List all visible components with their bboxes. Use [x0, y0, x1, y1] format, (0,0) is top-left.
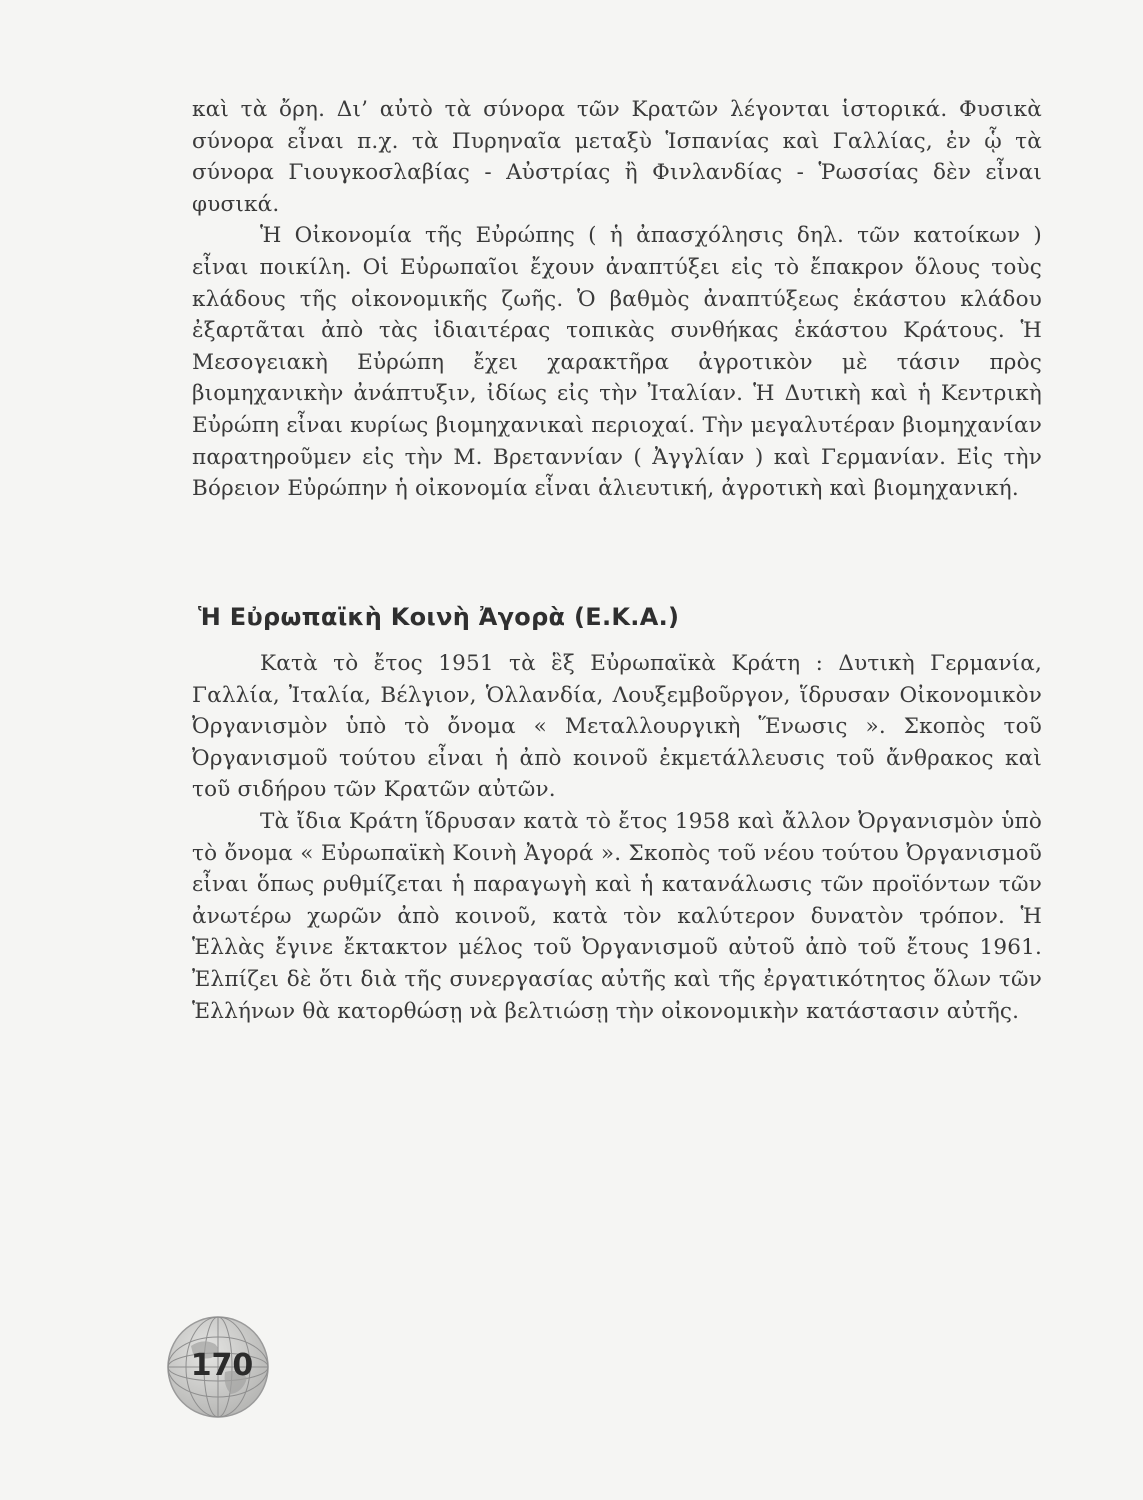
paragraph-common-market: Τὰ ἴδια Κράτη ἵδρυσαν κατὰ τὸ ἔτος 1958 καὶ ἄλλον Ὀργανισμὸν ὑπὸ τὸ ὄνομα « Εὐρωπαϊκὴ Κοινὴ Ἀγορά ». Σκοπὸς τοῦ νέου τούτου Ὀργανισμοῦ εἶναι ὅπως ρυθμίζεται ἡ παραγωγὴ καὶ ἡ κατανάλωσις τῶν προϊόντων τῶν ἀνωτέρω χωρῶν ἀπὸ κοινοῦ, κατὰ τὸν καλύτερον δυνατὸν τρόπον. Ἡ Ἑλλὰς ἔγινε ἔκτακτον μέλος τοῦ Ὀργανισμοῦ αὐτοῦ ἀπὸ τοῦ ἔτους 1961. Ἐλπίζει δὲ ὅτι διὰ τῆς συνεργασίας αὐτῆς καὶ τῆς ἐργατικότητος ὅλων τῶν Ἑλλήνων θὰ κατορθώσῃ νὰ βελτιώσῃ τὴν οἰκονομικὴν κατάστασιν αὐτῆς. [192, 808, 1042, 1024]
paragraph-economy: Ἡ Οἰκονομία τῆς Εὐρώπης ( ἡ ἀπασχόλησις δηλ. τῶν κατοίκων ) εἶναι ποικίλη. Οἱ Εὐρωπαῖοι ἔχουν ἀναπτύξει εἰς τὸ ἔπακρον ὅλους τοὺς κλάδους τῆς οἰκονομικῆς ζωῆς. Ὁ βαθμὸς ἀναπτύξεως ἑκάστου κλάδου ἐξαρτᾶται ἀπὸ τὰς ἰδιαιτέρας τοπικὰς συνθήκας ἑκάστου Κράτους. Ἡ Μεσογειακὴ Εὐρώπη ἔχει χαρακτῆρα ἀγροτικὸν μὲ τάσιν πρὸς βιομηχανικὴν ἀνάπτυξιν, ἰδίως εἰς τὴν Ἰταλίαν. Ἡ Δυτικὴ καὶ ἡ Κεντρικὴ Εὐρώπη εἶναι κυρίως βιομηχανικαὶ περιοχαί. Τὴν μεγαλυτέραν βιομηχανίαν παρατηροῦμεν εἰς τὴν Μ. Βρεταννίαν ( Ἀγγλίαν ) καὶ Γερμανίαν. Εἰς τὴν Βόρειον Εὐρώπην ἡ οἰκονομία εἶναι ἁλιευτική, ἀγροτικὴ καὶ βιομηχανική. [192, 223, 1042, 502]
paragraph-metallurgical-union: Κατὰ τὸ ἔτος 1951 τὰ ἓξ Εὐρωπαϊκὰ Κράτη : Δυτικὴ Γερμανία, Γαλλία, Ἰταλία, Βέλγιον, Ὁλλανδία, Λουξεμβοῦργον, ἵδρυσαν Οἰκονομικὸν Ὀργανισμὸν ὑπὸ τὸ ὄνομα « Μεταλλουργικὴ Ἕνωσις ». Σκοπὸς τοῦ Ὀργανισμοῦ τούτου εἶναι ἡ ἀπὸ κοινοῦ ἐκμετάλλευσις τοῦ ἄνθρακος καὶ τοῦ σιδήρου τῶν Κρατῶν αὐτῶν. [192, 651, 1042, 803]
section-text-block [192, 648, 1042, 1027]
page-number-badge [163, 1312, 273, 1422]
top-text-block [192, 94, 1042, 505]
page-number: 170 [190, 1348, 254, 1383]
section-heading: Ἡ Εὐρωπαϊκὴ Κοινὴ Ἀγορὰ (Ε.Κ.Α.) [198, 603, 680, 631]
paragraph-borders: καὶ τὰ ὄρη. Δι’ αὐτὸ τὰ σύνορα τῶν Κρατῶν λέγονται ἱστορικά. Φυσικὰ σύνορα εἶναι π.χ. τὰ Πυρηναῖα μεταξὺ Ἱσπανίας καὶ Γαλλίας, ἐν ᾧ τὰ σύνορα Γιουγκοσλαβίας - Αὐστρίας ἢ Φινλανδίας - Ῥωσσίας δὲν εἶναι φυσικά. [192, 97, 1042, 217]
